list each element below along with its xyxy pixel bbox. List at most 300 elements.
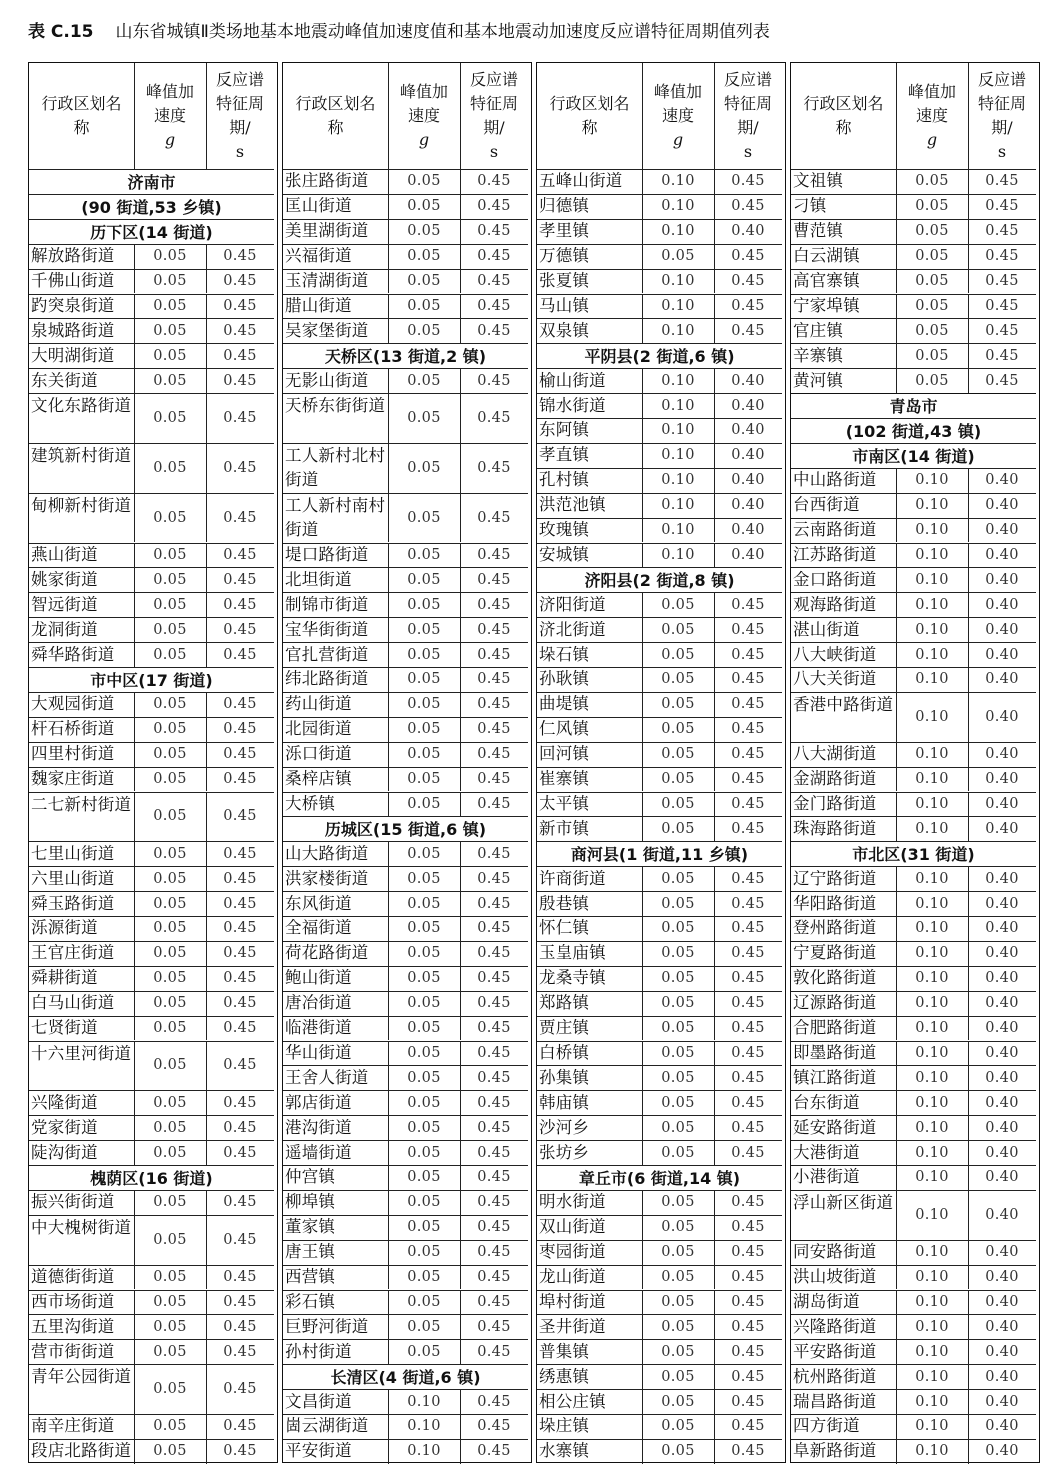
- region-name: 洪家楼街道: [285, 868, 369, 888]
- region-name: 玫瑰镇: [539, 520, 590, 540]
- region-name: 张夏镇: [539, 271, 590, 291]
- column-divider: [896, 63, 897, 169]
- column-divider: [714, 493, 715, 518]
- period-value: 0.45: [223, 273, 257, 290]
- column-divider: [968, 1389, 969, 1414]
- column-divider: [206, 991, 207, 1016]
- column-divider: [134, 393, 135, 443]
- period-value: 0.45: [731, 895, 765, 912]
- pga-value: 0.05: [407, 920, 441, 937]
- period-value: 0.45: [223, 596, 257, 613]
- column-divider: [896, 1115, 897, 1140]
- region-name: 双山街道: [539, 1217, 606, 1237]
- pga-value: 0.05: [661, 646, 695, 663]
- column-divider: [460, 1339, 461, 1364]
- pga-value: 0.05: [661, 1269, 695, 1286]
- column-divider: [642, 966, 643, 991]
- pga-value: 0.05: [661, 671, 695, 688]
- column-divider: [714, 269, 715, 294]
- period-value: 0.40: [985, 1393, 1019, 1410]
- pga-value: 0.05: [407, 596, 441, 613]
- column-divider: [968, 1339, 969, 1364]
- region-name: 彩石镇: [285, 1291, 336, 1311]
- pga-value: 0.10: [915, 1020, 949, 1037]
- pga-value: 0.05: [153, 509, 187, 526]
- pga-value: 0.05: [407, 895, 441, 912]
- period-value: 0.45: [223, 1293, 257, 1310]
- header-pga-label: 峰值加速度: [145, 82, 194, 125]
- header-period-label: 反应谱特征周期/: [977, 70, 1026, 137]
- region-name: 埠村街道: [539, 1291, 606, 1311]
- column-divider: [714, 792, 715, 817]
- region-name: 堤口路街道: [285, 544, 369, 564]
- period-value: 0.45: [731, 1418, 765, 1435]
- pga-value: 0.05: [661, 1144, 695, 1161]
- period-value: 0.45: [985, 173, 1019, 190]
- region-name: 龙桑寺镇: [539, 968, 606, 988]
- column-divider: [896, 169, 897, 194]
- section-header: 市中区(17 街道): [90, 670, 213, 690]
- region-name: 白桥镇: [539, 1042, 590, 1062]
- header-period: [968, 63, 1036, 169]
- period-value: 0.45: [477, 1293, 511, 1310]
- pga-value: 0.10: [915, 1069, 949, 1086]
- column-divider: [968, 567, 969, 592]
- column-divider: [388, 667, 389, 692]
- region-name: 万德镇: [539, 246, 590, 266]
- column-divider: [460, 1115, 461, 1140]
- period-value: 0.45: [223, 546, 257, 563]
- column-divider: [460, 1190, 461, 1215]
- column-divider: [206, 1190, 207, 1215]
- region-name: 孙村街道: [285, 1341, 352, 1361]
- region-name: 湖岛街道: [793, 1291, 860, 1311]
- period-value: 0.40: [985, 1244, 1019, 1261]
- column-divider: [460, 692, 461, 717]
- period-value: 0.45: [223, 1269, 257, 1286]
- region-name: 郑路镇: [539, 993, 590, 1013]
- column-divider: [134, 717, 135, 742]
- header-name: 行政区划名称: [549, 94, 630, 137]
- pga-value: 0.05: [661, 970, 695, 987]
- column-divider: [714, 916, 715, 941]
- period-value: 0.45: [223, 945, 257, 962]
- column-divider: [388, 717, 389, 742]
- column-divider: [388, 244, 389, 269]
- pga-value: 0.05: [153, 1094, 187, 1111]
- region-name: 香港中路街道: [793, 694, 894, 714]
- pga-value: 0.05: [153, 1443, 187, 1460]
- pga-value: 0.10: [915, 1318, 949, 1335]
- column-divider: [714, 194, 715, 219]
- column-divider: [206, 941, 207, 966]
- region-name: 许商街道: [539, 868, 606, 888]
- column-divider: [388, 1290, 389, 1315]
- pga-value: 0.10: [915, 1343, 949, 1360]
- column-divider: [642, 642, 643, 667]
- period-value: 0.45: [731, 1044, 765, 1061]
- column-divider: [968, 1041, 969, 1066]
- period-value: 0.45: [223, 372, 257, 389]
- column-divider: [714, 891, 715, 916]
- section-header: 历城区(15 街道,6 镇): [324, 820, 487, 840]
- region-name: 制锦市街道: [285, 594, 369, 614]
- column-divider: [714, 244, 715, 269]
- header-period: [206, 63, 274, 169]
- column-divider: [642, 891, 643, 916]
- period-value: 0.45: [223, 509, 257, 526]
- column-divider: [968, 1065, 969, 1090]
- column-divider: [206, 567, 207, 592]
- region-name: 合肥路街道: [793, 1018, 877, 1038]
- region-name: 魏家庄街道: [31, 769, 115, 789]
- period-value: 0.45: [731, 621, 765, 638]
- pga-value: 0.05: [407, 1244, 441, 1261]
- column-divider: [714, 667, 715, 692]
- column-divider: [206, 592, 207, 617]
- column-divider: [388, 841, 389, 866]
- period-value: 0.45: [223, 409, 257, 426]
- pga-value: 0.05: [153, 1119, 187, 1136]
- pga-value: 0.05: [153, 646, 187, 663]
- column-divider: [206, 692, 207, 717]
- pga-value: 0.05: [407, 721, 441, 738]
- column-divider: [388, 543, 389, 568]
- column-divider: [714, 767, 715, 792]
- region-name: 镇江路街道: [793, 1067, 877, 1087]
- region-name: 巨野河街道: [285, 1316, 369, 1336]
- column-divider: [134, 642, 135, 667]
- period-value: 0.45: [223, 1057, 257, 1074]
- column-divider: [896, 1339, 897, 1364]
- pga-value: 0.05: [153, 596, 187, 613]
- region-name: 垛石镇: [539, 644, 590, 664]
- column-divider: [134, 767, 135, 792]
- column-divider: [968, 169, 969, 194]
- column-divider: [388, 916, 389, 941]
- column-divider: [460, 1290, 461, 1315]
- pga-value: 0.10: [915, 945, 949, 962]
- region-name: 北园街道: [285, 719, 352, 739]
- pga-value: 0.05: [153, 621, 187, 638]
- region-name: 云南路街道: [793, 520, 877, 540]
- column-divider: [388, 194, 389, 219]
- period-value: 0.45: [731, 1318, 765, 1335]
- column-divider: [714, 866, 715, 891]
- column-divider: [896, 667, 897, 692]
- column-divider: [968, 1016, 969, 1041]
- column-divider: [968, 269, 969, 294]
- period-value: 0.45: [477, 746, 511, 763]
- column-divider: [206, 443, 207, 493]
- pga-value: 0.05: [407, 372, 441, 389]
- period-value: 0.45: [477, 1044, 511, 1061]
- period-value: 0.45: [477, 1169, 511, 1186]
- column-divider: [206, 1414, 207, 1439]
- column-divider: [134, 493, 135, 543]
- column-divider: [388, 1140, 389, 1165]
- region-name: 湛山街道: [793, 619, 860, 639]
- column-divider: [642, 518, 643, 543]
- period-value: 0.45: [223, 1119, 257, 1136]
- period-value: 0.45: [223, 895, 257, 912]
- column-divider: [460, 966, 461, 991]
- pga-value: 0.05: [153, 372, 187, 389]
- region-name: 趵突泉街道: [31, 295, 115, 315]
- column-divider: [968, 592, 969, 617]
- period-value: 0.40: [731, 522, 765, 539]
- period-value: 0.45: [731, 173, 765, 190]
- column-divider: [714, 1115, 715, 1140]
- period-value: 0.45: [477, 198, 511, 215]
- section-header: (102 街道,43 镇): [845, 421, 982, 441]
- column-divider: [134, 1314, 135, 1339]
- region-name: 刁镇: [793, 196, 827, 216]
- period-value: 0.40: [985, 1094, 1019, 1111]
- region-name: 兴隆街道: [31, 1092, 98, 1112]
- region-name: 台西街道: [793, 495, 860, 515]
- column-divider: [968, 318, 969, 343]
- column-divider: [714, 1439, 715, 1464]
- pga-value: 0.05: [407, 1194, 441, 1211]
- period-value: 0.40: [985, 1119, 1019, 1136]
- column-divider: [642, 1041, 643, 1066]
- column-divider: [968, 194, 969, 219]
- region-name: 工人新村北村街道: [285, 445, 386, 489]
- column-divider: [206, 368, 207, 393]
- section-header: 长清区(4 街道,6 镇): [330, 1368, 481, 1388]
- pga-value: 0.10: [915, 1418, 949, 1435]
- period-value: 0.45: [477, 795, 511, 812]
- column-divider: [714, 368, 715, 393]
- period-value: 0.45: [731, 1069, 765, 1086]
- pga-value: 0.05: [661, 1293, 695, 1310]
- column-divider: [642, 169, 643, 194]
- column-divider: [206, 1314, 207, 1339]
- column-divider: [642, 1240, 643, 1265]
- pga-value: 0.10: [915, 970, 949, 987]
- column-divider: [968, 244, 969, 269]
- column-divider: [968, 493, 969, 518]
- region-name: 文昌街道: [285, 1391, 352, 1411]
- pga-value: 0.10: [915, 1206, 949, 1223]
- region-name: 七里山街道: [31, 843, 115, 863]
- column-divider: [134, 1265, 135, 1290]
- column-divider: [714, 543, 715, 568]
- period-value: 0.45: [477, 721, 511, 738]
- period-value: 0.45: [477, 1318, 511, 1335]
- region-name: 匡山街道: [285, 196, 352, 216]
- pga-value: 0.05: [661, 920, 695, 937]
- region-name: 美里湖街道: [285, 221, 369, 241]
- region-name: 东阿镇: [539, 420, 590, 440]
- region-name: 燕山街道: [31, 544, 98, 564]
- column-divider: [642, 1414, 643, 1439]
- column-divider: [134, 1016, 135, 1041]
- pga-value: 0.10: [661, 397, 695, 414]
- column-divider: [206, 742, 207, 767]
- pga-value: 0.05: [153, 1057, 187, 1074]
- column-divider: [460, 294, 461, 319]
- pga-value: 0.05: [661, 1069, 695, 1086]
- period-value: 0.45: [477, 1269, 511, 1286]
- pga-value: 0.05: [661, 771, 695, 788]
- period-value: 0.45: [223, 621, 257, 638]
- column-divider: [460, 841, 461, 866]
- column-divider: [896, 318, 897, 343]
- pga-value: 0.10: [915, 870, 949, 887]
- region-name: 浮山新区街道: [793, 1192, 894, 1212]
- region-name: 姚家街道: [31, 569, 98, 589]
- column-divider: [968, 767, 969, 792]
- column-divider: [642, 866, 643, 891]
- period-value: 0.40: [731, 497, 765, 514]
- column-divider: [968, 543, 969, 568]
- pga-value: 0.05: [407, 198, 441, 215]
- period-value: 0.45: [223, 1343, 257, 1360]
- pga-value: 0.10: [661, 422, 695, 439]
- pga-value: 0.05: [407, 1219, 441, 1236]
- column-divider: [642, 916, 643, 941]
- header-period-unit: s: [235, 142, 245, 161]
- column-divider: [642, 1115, 643, 1140]
- header-pga: [134, 63, 206, 169]
- header-period: [460, 63, 528, 169]
- column-divider: [714, 742, 715, 767]
- header-pga-label: 峰值加速度: [907, 82, 956, 125]
- period-value: 0.45: [477, 297, 511, 314]
- region-name: 江苏路街道: [793, 544, 877, 564]
- column-divider: [206, 767, 207, 792]
- column-divider: [388, 269, 389, 294]
- column-divider: [714, 1339, 715, 1364]
- column-divider: [968, 368, 969, 393]
- region-name: 洪山坡街道: [793, 1267, 877, 1287]
- period-value: 0.45: [985, 372, 1019, 389]
- period-value: 0.45: [731, 273, 765, 290]
- period-value: 0.45: [477, 1144, 511, 1161]
- header-pga: [642, 63, 714, 169]
- region-name: 振兴街街道: [31, 1192, 115, 1212]
- region-name: 南辛庄街道: [31, 1416, 115, 1436]
- pga-value: 0.05: [153, 347, 187, 364]
- period-value: 0.40: [985, 1069, 1019, 1086]
- column-divider: [714, 294, 715, 319]
- pga-value: 0.05: [661, 795, 695, 812]
- pga-value: 0.10: [915, 596, 949, 613]
- column-divider: [642, 194, 643, 219]
- column-divider: [134, 941, 135, 966]
- period-value: 0.45: [731, 1094, 765, 1111]
- column-divider: [388, 966, 389, 991]
- region-name: 宁夏路街道: [793, 943, 877, 963]
- pga-value: 0.05: [407, 571, 441, 588]
- region-name: 舜华路街道: [31, 644, 115, 664]
- column-divider: [968, 1364, 969, 1389]
- pga-value: 0.05: [661, 1044, 695, 1061]
- pga-value: 0.10: [661, 273, 695, 290]
- column-divider: [134, 318, 135, 343]
- column-divider: [642, 468, 643, 493]
- data-table: [28, 62, 1035, 1463]
- period-value: 0.45: [731, 1393, 765, 1410]
- pga-value: 0.05: [407, 1094, 441, 1111]
- column-divider: [206, 1290, 207, 1315]
- column-divider: [460, 742, 461, 767]
- period-value: 0.45: [731, 696, 765, 713]
- pga-value: 0.05: [153, 945, 187, 962]
- region-name: 大港街道: [793, 1142, 860, 1162]
- column-divider: [388, 1190, 389, 1215]
- column-divider: [642, 1065, 643, 1090]
- region-name: 纬北路街道: [285, 669, 369, 689]
- column-divider: [968, 63, 969, 169]
- column-divider: [206, 891, 207, 916]
- period-value: 0.45: [477, 870, 511, 887]
- region-name: 郭店街道: [285, 1092, 352, 1112]
- column-divider: [714, 1290, 715, 1315]
- pga-value: 0.05: [153, 1381, 187, 1398]
- column-divider: [968, 1140, 969, 1165]
- period-value: 0.45: [223, 459, 257, 476]
- column-divider: [388, 891, 389, 916]
- column-divider: [134, 269, 135, 294]
- pga-value: 0.05: [153, 1343, 187, 1360]
- column-divider: [642, 318, 643, 343]
- period-value: 0.45: [731, 248, 765, 265]
- column-divider: [896, 1414, 897, 1439]
- period-value: 0.40: [985, 1443, 1019, 1460]
- period-value: 0.45: [477, 1343, 511, 1360]
- period-value: 0.40: [731, 447, 765, 464]
- column-divider: [460, 1439, 461, 1464]
- column-divider: [134, 1041, 135, 1091]
- pga-value: 0.05: [407, 248, 441, 265]
- pga-value: 0.05: [661, 895, 695, 912]
- section-header: 历下区(14 街道): [90, 222, 213, 242]
- column-divider: [642, 816, 643, 841]
- column-divider: [896, 792, 897, 817]
- period-value: 0.40: [731, 422, 765, 439]
- period-value: 0.45: [477, 1069, 511, 1086]
- column-divider: [896, 269, 897, 294]
- pga-value: 0.05: [407, 945, 441, 962]
- column-divider: [896, 194, 897, 219]
- region-name: 东关街道: [31, 370, 98, 390]
- period-value: 0.45: [477, 1219, 511, 1236]
- period-value: 0.45: [223, 1381, 257, 1398]
- pga-value: 0.05: [153, 1293, 187, 1310]
- pga-value: 0.05: [661, 621, 695, 638]
- pga-value: 0.05: [407, 1144, 441, 1161]
- column-divider: [896, 742, 897, 767]
- column-divider: [968, 916, 969, 941]
- region-name: 港沟街道: [285, 1117, 352, 1137]
- period-value: 0.45: [223, 870, 257, 887]
- pga-value: 0.05: [407, 546, 441, 563]
- column-divider: [896, 1439, 897, 1464]
- column-divider: [206, 1140, 207, 1165]
- column-divider: [896, 1364, 897, 1389]
- region-name: 宝华街街道: [285, 619, 369, 639]
- column-divider: [714, 1090, 715, 1115]
- region-name: 即墨路街道: [793, 1042, 877, 1062]
- region-name: 仲宫镇: [285, 1167, 336, 1187]
- column-divider: [460, 1090, 461, 1115]
- column-divider: [206, 1339, 207, 1364]
- column-divider: [714, 63, 715, 169]
- pga-value: 0.05: [661, 1244, 695, 1261]
